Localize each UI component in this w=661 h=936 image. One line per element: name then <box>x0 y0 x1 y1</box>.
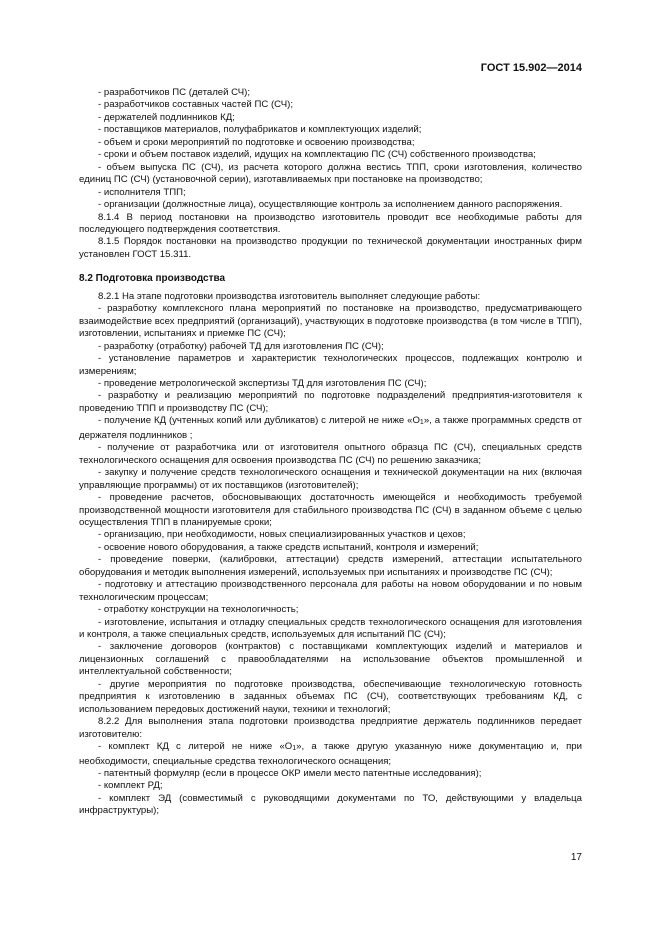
set-text-pre: - комплект КД с литерой не ниже «О <box>98 741 293 753</box>
paragraph-8-2-2: 8.2.2 Для выполнения этапа подготовки производства предприятие держатель подлинников передает изготовителю: <box>79 716 582 740</box>
list-item: - держателей подлинников КД; <box>98 111 235 123</box>
list-item: - объем и сроки мероприятий по подготовке и освоению производства; <box>98 136 415 148</box>
list-item: - заключение договоров (контрактов) с поставщиками комплектующих изделий и материалов и лицензионных соглашений с правообладателями на использование объектов промышленной и интеллектуальной собственности; <box>79 641 582 678</box>
list-item-kd <box>79 415 582 442</box>
set-subscript: 1 <box>292 745 297 753</box>
list-item: - исполнителя ТПП; <box>98 186 186 198</box>
list-item: - подготовку и аттестацию производственного персонала для работы на новом оборудовании и по новым технологическим процессам; <box>79 579 582 603</box>
list-item: - изготовление, испытания и отладку специальных средств технологического оснащения для изготовления и контроля, а также специальных средств, используемых для испытаний ПС (СЧ); <box>79 616 582 641</box>
section-heading-8-2: 8.2 Подготовка производства <box>79 273 226 285</box>
set-text-post: », а также другую указанную ниже документацию и, при необходимости, специальные средства технологического оснащения; <box>79 741 582 767</box>
list-item: - объем выпуска ПС (СЧ), из расчета которого должна вестись ТПП, сроки изготовления, количество единиц ПС (СЧ) (установочной серии), изготавливаемых при постановке на производство; <box>79 161 582 186</box>
document-code: ГОСТ 15.902—2014 <box>480 62 582 74</box>
list-item: - поставщиков материалов, полуфабрикатов и комплектующих изделий; <box>98 124 422 136</box>
list-item: - проведение поверки, (калибровки, аттестации) средств измерений, аттестации испытательного оборудования и методик выполнения измерений, используемых при испытаниях и производстве ПС (СЧ); <box>79 554 582 578</box>
list-item: - закупку и получение средств технологического оснащения и технической документации на них (включая управляющие программы) от их поставщиков (изготовителей); <box>79 467 582 491</box>
list-item: - патентный формуляр (если в процессе ОКР имели место патентные исследования); <box>98 768 482 780</box>
list-item: - комплект ЭД (совместимый с руководящими документами по ТО, действующими у владельца инфраструктуры); <box>79 792 582 817</box>
list-item: - освоение нового оборудования, а также средств испытаний, контроля и измерений; <box>98 541 479 553</box>
list-item: - разработчиков ПС (деталей СЧ); <box>98 87 251 98</box>
list-item: - получение от разработчика или от изготовителя опытного образца ПС (СЧ), специальных средств технологического оснащения для освоения производства ПС (СЧ) по решению заказчика; <box>79 442 582 466</box>
list-item: - организацию, при необходимости, новых специализированных участков и цехов; <box>98 529 466 541</box>
kd-subscript: 1 <box>419 419 424 427</box>
list-item: - комплект РД; <box>98 780 163 792</box>
list-item: - разработку и реализацию мероприятий по подготовке подразделений предприятия-изготовителя к проведению ТПП и производству ПС (СЧ); <box>79 390 582 414</box>
list-item: - разработку (отработку) рабочей ТД для изготовления ПС (СЧ); <box>98 340 384 352</box>
list-item: - организации (должностные лица), осуществляющие контроль за исполнением данного распоряжения. <box>98 199 563 211</box>
list-item: - установление параметров и характеристик технологических процессов, подлежащих контролю и измерениям; <box>79 353 582 377</box>
list-item: - проведение расчетов, обосновывающих достаточность имеющейся и необходимость требуемой производственной мощности изготовителя для стабильного производства ПС (СЧ) в заданном объеме с целью осуществления ТПП в планируемые сроки; <box>79 492 582 528</box>
list-item: - разработку комплексного плана мероприятий по постановке на производство, предусматривающего взаимодействие всех предприятий (организаций), участвующих в подготовке производства (в том числе в ТПП), изготовлении, испытаниях и приемке ПС (СЧ); <box>79 303 582 340</box>
paragraph-8-1-5: 8.1.5 Порядок постановки на производство продукции по технической документации иностранных фирм установлен ГОСТ 15.311. <box>79 236 582 260</box>
list-item-kd-set <box>79 741 582 768</box>
paragraph-8-2-1: 8.2.1 На этапе подготовки производства изготовитель выполняет следующие работы: <box>98 290 481 302</box>
kd-text-post: », а также программных средств от держателя подлинников ; <box>79 415 582 441</box>
list-item: - сроки и объем поставок изделий, идущих на комплектацию ПС (СЧ) собственного производства; <box>98 149 536 161</box>
list-item: - отработку конструкции на технологичность; <box>98 604 299 616</box>
kd-text-pre: - получение КД (учтенных копий или дубликатов) с литерой не ниже «О <box>98 415 420 427</box>
list-item: - проведение метрологической экспертизы ТД для изготовления ПС (СЧ); <box>98 377 427 389</box>
list-item: - разработчиков составных частей ПС (СЧ); <box>98 99 294 111</box>
list-item: - другие мероприятия по подготовке производства, обеспечивающие технологическую готовность предприятия к изготовлению в заданных объемах ПС (СЧ), соответствующих требованиям КД, с использованием передовых достижений науки, техники и технологий; <box>79 678 582 715</box>
page-number: 17 <box>570 852 582 863</box>
paragraph-8-1-4: 8.1.4 В период постановки на производство изготовитель проводит все необходимые работы для последующего подтверждения соответствия. <box>79 211 582 235</box>
document-body <box>79 87 582 818</box>
